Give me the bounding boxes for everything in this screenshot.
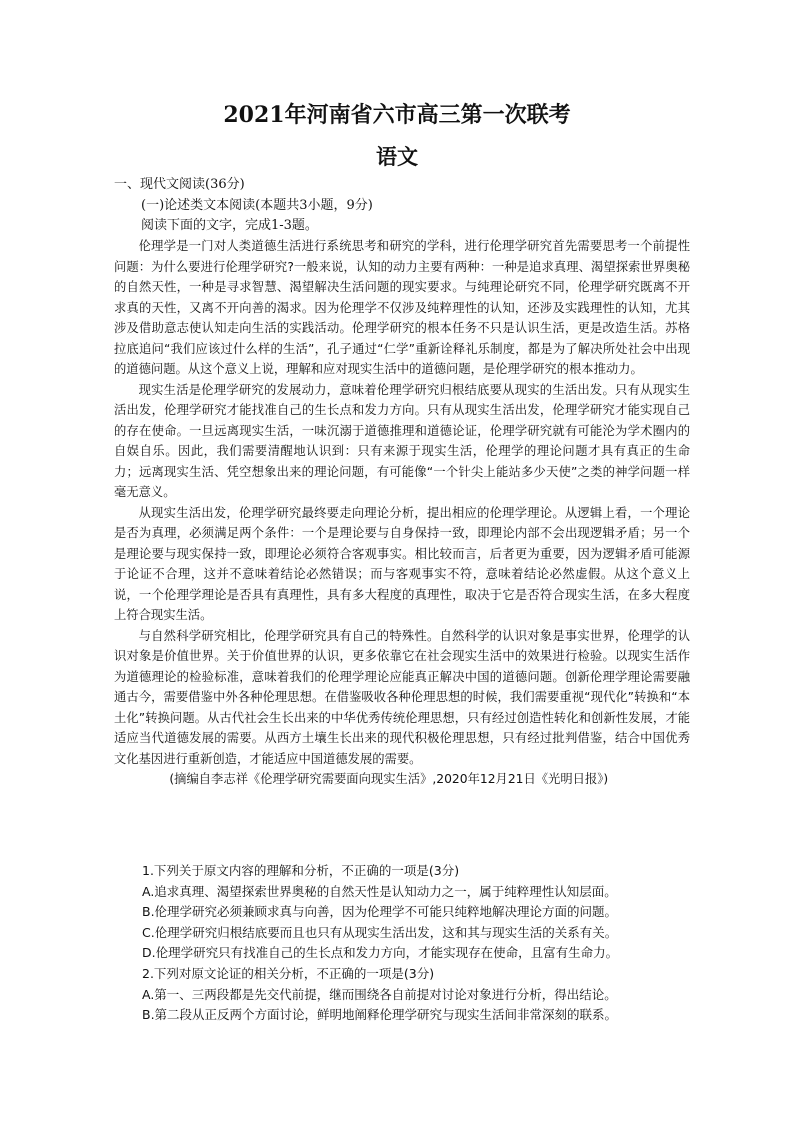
question-option: A.追求真理、渴望探索世界奥秘的自然天性是认知动力之一，属于纯粹理性认知层面。 (142, 883, 617, 899)
question-option: D.伦理学研究只有找准自己的生长点和发力方向，才能实现存在使命，且富有生命力。 (142, 945, 619, 960)
passage-paragraph: 与自然科学研究相比，伦理学研究具有自己的特殊性。自然科学的认识对象是事实世界，伦理学的认识对象是价值世界。关于价值世界的认识，更多依靠它在社会现实生活中的效果进行检验。以现实生活作为道德理论的检验标准，意味着我们的伦理学理论应能真正解决中国的道德问题。创新伦理学理论需要融通古今，需要借鉴中外各种伦理思想。在借鉴吸收各种伦理思想的时候，我们需要重视“现代化”转换和“本土化”转换问题。从古代社会生长出来的中华优秀传统伦理思想，只有经过创造性转化和创新性发展，才能适应当代道德发展的需要。从西方土壤生长出来的现代积极伦理思想，只有经过批判借鉴，结合中国优秀文化基因进行重新创造，才能适应中国道德发展的需要。 (114, 628, 690, 766)
passage-paragraph: 现实生活是伦理学研究的发展动力，意味着伦理学研究归根结底要从现实的生活出发。只有从现实生活出发，伦理学研究才能找准自己的生长点和发力方向。只有从现实生活出发，伦理学研究才能实现自己的存在使命。一旦远离现实生活，一味沉溺于道德推理和道德论证，伦理学研究就有可能沦为学术圈内的自娱自乐。因此，我们需要清醒地认识到：只有来源于现实生活，伦理学的理论问题才具有真正的生命力；远离现实生活、凭空想象出来的理论问题，有可能像“一个针尖上能站多少天使”之类的神学问题一样毫无意义。 (114, 382, 690, 499)
question-stem: 2.下列对原文论证的相关分析，不正确的一项是(3分) (142, 966, 435, 981)
reading-instruction: 阅读下面的文字，完成1-3题。 (141, 218, 318, 233)
passage-paragraph: 从现实生活出发，伦理学研究最终要走向理论分析，提出相应的伦理学理论。从逻辑上看，一个理论是否为真理，必须满足两个条件：一个是理论要与自身保持一致，即理论内部不会出现逻辑矛盾；另一个是理论要与现实保持一致，即理论必须符合客观事实。相比较而言，后者更为重要，因为逻辑矛盾可能源于论证不合理，这并不意味着结论必然错误；而与客观事实不符，意味着结论必然虚假。从这个意义上说，一个伦理学理论是否具有真理性，具有多大程度的真理性，取决于它是否符合现实生活，在多大程度上符合现实生活。 (114, 505, 690, 622)
exam-title: 2021年河南省六市高三第一次联考 (223, 102, 571, 128)
reading-passage (114, 236, 690, 790)
passage-source: (摘编自李志祥《伦理学研究需要面向现实生活》,2020年12月21日《光明日报》) (169, 772, 609, 786)
subject-title: 语文 (376, 144, 418, 169)
question-option: C.伦理学研究归根结底要而且也只有从现实生活出发，这和其与现实生活的关系有关。 (142, 924, 618, 940)
question-option: B.伦理学研究必须兼顾求真与向善，因为伦理学不可能只纯粹地解决理论方面的问题。 (142, 904, 618, 919)
passage-paragraph: 伦理学是一门对人类道德生活进行系统思考和研究的学科，进行伦理学研究首先需要思考一个前提性问题：为什么要进行伦理学研究?一般来说，认知的动力主要有两种：一种是追求真理、渴望探索世界奥秘的自然天性，一种是寻求智慧、渴望解决生活问题的现实要求。与纯理论研究不同，伦理学研究既离不开求真的天性，又离不开向善的渴求。因为伦理学不仅涉及纯粹理性的认知，还涉及实践理性的认知，尤其涉及借助意志使认知走向生活的实践活动。伦理学研究的根本任务不只是认识生活，更是改造生活。苏格拉底追问“我们应该过什么样的生活”，孔子通过“仁学”重新诠释礼乐制度，都是为了解决所处社会中出现的道德问题。从这个意义上说，理解和应对现实生活中的道德问题，是伦理学研究的根本推动力。 (114, 239, 690, 376)
question-1 (142, 861, 702, 964)
question-2 (142, 964, 702, 1026)
section-heading: 一、现代文阅读(36分) (114, 177, 245, 192)
question-option: B.第二段从正反两个方面讨论，鲜明地阐释伦理学研究与现实生活间非常深刻的联系。 (142, 1007, 618, 1022)
subsection-heading: (一)论述类文本阅读(本题共3小题，9分) (141, 198, 373, 213)
question-option: A.第一、三两段都是先交代前提，继而围绕各自前提对讨论对象进行分析，得出结论。 (142, 986, 617, 1002)
question-stem: 1.下列关于原文内容的理解和分析，不正确的一项是(3分) (142, 863, 460, 878)
